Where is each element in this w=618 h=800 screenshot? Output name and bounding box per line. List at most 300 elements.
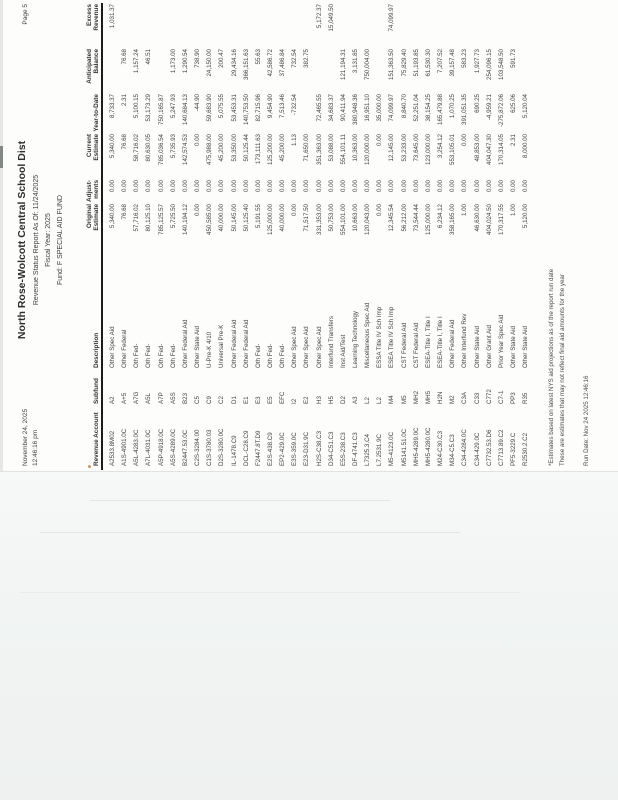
row-14-adj: 0.00 (266, 180, 274, 193)
row-31-curr: 48,853.00 (473, 134, 481, 162)
row-12-ytd: 140,753.50 (242, 94, 250, 125)
row-35-acct: R2530.2.C2 (522, 432, 530, 466)
row-34-sub: PP3 (509, 392, 517, 404)
row-32-acct: C7732.53.D6 (485, 429, 493, 466)
row-27-adj: 0.00 (424, 180, 432, 193)
row-35-adj: 0.00 (522, 180, 530, 193)
row-5-curr: 785,036.54 (157, 134, 165, 165)
col-header-current-estimate: Current Estimate (86, 134, 100, 161)
row-28-orig: 6,234.12 (437, 204, 445, 229)
col-header-adjustments: Adjust- ments (86, 180, 100, 203)
row-24-curr: 12,145.00 (388, 134, 396, 162)
row-17-adj: 0.00 (303, 180, 311, 193)
row-3-sub: A7G (133, 391, 141, 404)
row-12-adj: 0.00 (242, 180, 250, 193)
row-9-bal: 24,150.00 (206, 49, 214, 77)
row-16-bal: 732.54 (291, 49, 299, 68)
row-10-orig: 40,000.00 (218, 204, 226, 232)
row-5-ytd: 750,165.87 (157, 94, 165, 125)
row-24-adj: 0.00 (388, 180, 396, 193)
row-15-acct: EP2-429.0C (279, 432, 287, 466)
row-29-desc: Other Federal Aid (449, 319, 457, 368)
row-16-orig: 0.00 (291, 204, 299, 217)
row-2-curr: 76.68 (121, 134, 129, 150)
row-26-orig: 73,544.44 (412, 204, 420, 232)
row-29-adj: 0.00 (449, 180, 457, 193)
scan-streak (40, 532, 460, 533)
row-32-ytd: -4,959.21 (485, 94, 493, 121)
row-4-orig: 80,125.10 (145, 204, 153, 232)
row-21-orig: 10,663.00 (352, 204, 359, 232)
row-8-ytd: -44.90 (194, 94, 202, 112)
row-26-adj: 0.00 (412, 180, 420, 193)
row-25-ytd: 8,840.70 (400, 94, 408, 119)
row-12-curr: 50,125.44 (242, 134, 250, 162)
row-21-desc: Learning Technology (352, 311, 359, 368)
row-34-acct: PF5-3229.C (509, 432, 517, 466)
row-19-excess: 15,049.50 (327, 4, 335, 32)
row-26-acct: MH5-4289.0C (412, 427, 420, 466)
col-header-subfund: Subfund (93, 378, 100, 404)
row-22-desc: Miscellaneous Spec Aid (364, 302, 372, 368)
row-20-curr: 554,101.11 (339, 134, 347, 165)
row-5-acct: A5P-4918.0C (157, 428, 165, 466)
row-28-desc: ESEA-Title I, Title I (437, 316, 445, 368)
row-24-ytd: 74,099.97 (388, 94, 396, 122)
row-12-bal: 366,151.63 (242, 49, 250, 80)
row-2-adj: 0.00 (121, 180, 129, 193)
row-32-adj: 0.00 (485, 180, 493, 193)
row-16-curr: 1.13 (291, 134, 299, 147)
row-13-ytd: 82,715.96 (254, 94, 262, 122)
row-8-sub: C5 (194, 396, 202, 404)
row-21-bal: 3,131.85 (352, 49, 359, 74)
row-32-desc: Other Grant Aid (485, 325, 493, 368)
row-10-sub: C2 (218, 396, 226, 404)
col-header-year-to-date: Year-to-Date (93, 94, 100, 132)
row-4-bal: 46.51 (145, 49, 153, 65)
row-33-desc: Prior Year Spec Aid (497, 314, 505, 368)
row-23-desc: ESSA Title IV Sch Imp (376, 306, 384, 368)
row-11-orig: 50,145.00 (230, 204, 238, 232)
row-30-orig: 1.00 (461, 204, 469, 217)
row-10-acct: D2S-3280.0C (218, 428, 226, 466)
row-19-acct: D34-C51.C3 (327, 431, 335, 466)
row-10-adj: 0.00 (218, 180, 226, 193)
row-9-desc: U-Pre-K 4/10 (206, 331, 214, 368)
row-32-sub: C772 (485, 389, 493, 404)
row-14-desc: Oth Fed- (266, 343, 274, 368)
row-31-bal: 1,927.73 (473, 49, 481, 74)
row-8-adj: 0.00 (194, 180, 202, 193)
row-33-adj: 0.00 (497, 180, 505, 193)
row-27-curr: 123,000.00 (424, 134, 432, 165)
row-9-adj: 0.00 (206, 180, 214, 193)
row-8-desc: Other State Aid (194, 326, 202, 368)
row-9-curr: 475,988.00 (206, 134, 214, 165)
row-34-curr: 2.31 (509, 134, 517, 147)
row-18-desc: Other Spec Aid (315, 326, 323, 368)
row-26-ytd: 52,251.04 (412, 94, 420, 122)
fiscal-year-line: Fiscal Year: 2025 (45, 213, 52, 267)
row-24-bal: 151,363.50 (388, 49, 396, 80)
row-2-ytd: 2.31 (121, 94, 129, 107)
row-20-desc: Inst Aid/Test (339, 334, 347, 368)
row-16-acct: E3S-359.0C (291, 432, 299, 466)
row-33-sub: C7-1 (497, 390, 505, 404)
row-6-bal: 1,173.00 (169, 49, 177, 74)
row-23-sub: L2 (376, 397, 384, 404)
row-19-desc: Interfund Transfers (327, 316, 335, 368)
row-19-orig: 50,753.00 (327, 204, 335, 232)
row-32-curr: 404,047.30 (485, 134, 493, 165)
row-1-excess: 1,031.37 (109, 4, 116, 29)
row-29-ytd: 1,070.25 (449, 94, 457, 119)
row-30-curr: 0.00 (461, 134, 469, 147)
row-12-orig: 50,125.40 (242, 204, 250, 232)
row-20-orig: 554,101.00 (339, 204, 347, 235)
row-25-curr: 53,233.00 (400, 134, 408, 162)
row-18-excess: 5,172.37 (315, 4, 323, 29)
row-31-ytd: 690.25 (473, 94, 481, 113)
row-1-acct: A2533.8M02 (109, 430, 116, 466)
row-33-ytd: -275,872.06 (497, 94, 505, 128)
row-11-desc: Other Federal Aid (230, 319, 238, 368)
row-10-curr: 45,200.00 (218, 134, 226, 162)
row-35-ytd: 5,120.04 (522, 94, 530, 119)
row-3-desc: Oth Fed- (133, 343, 141, 368)
row-8-bal: 738.90 (194, 49, 202, 68)
row-17-sub: E2 (303, 396, 311, 404)
row-13-sub: E3 (254, 396, 262, 404)
report-subtitle: Revenue Status Report As Of: 11/24/2025 (33, 174, 40, 306)
row-13-acct: F2447.8T.D9 (254, 430, 262, 466)
col-header-original-estimate: Original Estimate (86, 204, 100, 231)
row-28-curr: 3,254.12 (437, 134, 445, 159)
row-25-acct: M5141.51.0C (400, 428, 408, 466)
row-2-sub: A+5 (121, 392, 129, 404)
row-7-curr: 142,574.53 (181, 134, 189, 165)
row-33-bal: 103,548.50 (497, 49, 505, 80)
row-3-curr: 58,716.02 (133, 134, 141, 162)
row-21-curr: 10,363.00 (352, 134, 359, 162)
row-32-bal: 254,096.15 (485, 49, 493, 80)
row-35-desc: Other State Aid (522, 326, 530, 368)
row-18-acct: H2S-C38.C3 (315, 430, 323, 466)
row-5-orig: 785,125.57 (157, 204, 165, 235)
row-35-orig: 5,120.00 (522, 204, 530, 229)
row-31-adj: 0.00 (473, 180, 481, 193)
row-1-ytd: 8,733.37 (109, 94, 116, 119)
row-9-sub: C9 (206, 396, 214, 404)
row-34-bal: 591.73 (509, 49, 517, 68)
row-15-ytd: 7,513.46 (279, 94, 287, 119)
row-21-adj: 0.00 (352, 180, 359, 193)
row-35-sub: R35 (522, 392, 530, 404)
row-29-sub: M2 (449, 395, 457, 404)
row-7-orig: 140,194.12 (181, 204, 189, 235)
row-7-bal: 1,290.54 (181, 49, 189, 74)
row-11-sub: D1 (230, 396, 238, 404)
row-3-acct: A5L-4283.0C (133, 429, 141, 466)
fund-line: Fund: F SPECIAL AID FUND (57, 195, 64, 285)
row-5-sub: A7P (157, 392, 165, 404)
row-14-curr: 125,200.00 (266, 134, 274, 165)
row-16-sub: I2 (291, 398, 299, 404)
row-31-desc: Other State Aid (473, 326, 481, 368)
row-18-adj: 0.00 (315, 180, 323, 193)
print-time: 12:46:16 pm (32, 429, 39, 466)
row-26-sub: MH2 (412, 390, 420, 404)
row-4-ytd: 53,173.29 (145, 94, 153, 122)
row-17-orig: 71,517.50 (303, 204, 311, 232)
row-15-curr: 45,200.00 (279, 134, 287, 162)
row-20-sub: D2 (339, 396, 347, 404)
row-6-adj: 0.00 (169, 180, 177, 193)
report-title: North Rose-Wolcott Central School Dist (16, 140, 28, 340)
row-19-ytd: 34,683.37 (327, 94, 335, 122)
row-6-acct: A5S-4289.0C (169, 428, 177, 466)
row-33-curr: 170,314.05 (497, 134, 505, 165)
row-15-bal: 37,486.84 (279, 49, 287, 77)
row-13-bal: 55.63 (254, 49, 262, 65)
row-17-desc: Other Spec Aid (303, 326, 311, 368)
row-28-ytd: 165,479.88 (437, 94, 445, 125)
row-22-curr: 120,000.00 (364, 134, 372, 165)
row-4-desc: Oth Fed- (145, 343, 153, 368)
row-14-sub: E5 (266, 396, 274, 404)
row-34-desc: Other State Aid (509, 326, 517, 368)
row-15-orig: 40,000.00 (279, 204, 287, 232)
row-34-adj: 0.00 (509, 180, 517, 193)
row-22-ytd: 16,951.10 (364, 94, 372, 122)
row-24-excess: 74,099.97 (388, 4, 396, 32)
row-2-desc: Other Federal (121, 329, 129, 368)
row-11-ytd: 53,453.31 (230, 94, 238, 122)
row-16-desc: Other Spec Aid (291, 326, 299, 368)
row-18-curr: 351,363.00 (315, 134, 323, 165)
row-14-bal: 42,586.72 (266, 49, 274, 77)
row-4-sub: A5L (145, 392, 153, 404)
col-header-description: Description (93, 332, 100, 368)
row-12-sub: E1 (242, 396, 250, 404)
row-25-bal: 75,829.40 (400, 49, 408, 77)
row-12-desc: Other Federal Aid (242, 319, 250, 368)
row-3-ytd: 5,100.15 (133, 94, 141, 119)
row-22-bal: 750,004.00 (364, 49, 372, 80)
row-27-orig: 125,000.00 (424, 204, 432, 235)
row-8-acct: C2S-3284.00 (194, 429, 202, 466)
row-23-orig: 0.00 (376, 204, 384, 217)
row-26-curr: 73,645.00 (412, 134, 420, 162)
row-19-sub: H5 (327, 396, 335, 404)
row-23-adj: 0.00 (376, 180, 384, 193)
row-25-desc: CST Federal Aid (400, 322, 408, 368)
row-12-acct: DCL-C28.C9 (242, 430, 250, 466)
row-24-desc: ESEA Title IV Sch Imp (388, 306, 396, 368)
row-7-desc: Other Federal Aid (181, 319, 189, 368)
row-9-orig: 450,585.00 (206, 204, 214, 235)
row-26-bal: 51,193.85 (412, 49, 420, 77)
scan-streak (90, 500, 390, 501)
row-23-acct: L7.2531.9C (376, 434, 384, 466)
row-16-ytd: -732.54 (291, 94, 299, 115)
row-25-sub: M5 (400, 395, 408, 404)
row-6-sub: A5S (169, 392, 177, 404)
row-24-orig: 12,345.54 (388, 204, 396, 232)
row-20-adj: 0.00 (339, 180, 347, 193)
header-underline (101, 3, 103, 470)
row-22-adj: 0.00 (364, 180, 372, 193)
row-14-acct: E2S-438.C9 (266, 432, 274, 466)
row-27-bal: 61,530.30 (424, 49, 432, 77)
row-11-adj: 0.00 (230, 180, 238, 193)
row-33-acct: C7713.89.C2 (497, 429, 505, 466)
row-1-curr: 5,340.00 (109, 134, 116, 159)
row-2-bal: 76.68 (121, 49, 129, 65)
row-20-acct: E5S-238.C3 (339, 432, 347, 466)
row-25-adj: 0.00 (400, 180, 408, 193)
row-29-bal: 39,157.48 (449, 49, 457, 77)
row-25-orig: 56,212.00 (400, 204, 408, 232)
row-22-orig: 120,043.00 (364, 204, 372, 235)
row-10-bal: 200.47 (218, 49, 226, 68)
row-4-adj: 0.00 (145, 180, 153, 193)
row-1-adj: 0.00 (109, 180, 116, 193)
row-18-sub: H3 (315, 396, 323, 404)
row-27-acct: MH5-4280.0C (424, 427, 432, 466)
row-18-orig: 331,353.00 (315, 204, 323, 235)
row-34-orig: 1.00 (509, 204, 517, 217)
row-20-bal: 121,194.31 (339, 49, 347, 80)
row-30-ytd: 391,051.35 (461, 94, 469, 125)
row-27-ytd: 38,154.25 (424, 94, 432, 122)
row-23-ytd: 35,000.00 (376, 94, 384, 122)
row-30-bal: 583.23 (461, 49, 469, 68)
row-13-curr: 173,111.63 (254, 134, 262, 165)
row-21-acct: DF-4741.C3 (352, 432, 359, 466)
row-32-orig: 404,024.50 (485, 204, 493, 235)
row-29-orig: 358,165.00 (449, 204, 457, 235)
row-26-desc: CST Federal Aid (412, 322, 420, 368)
row-27-desc: ESEA-Title I, Title I (424, 316, 432, 368)
row-11-acct: IL-1478.C9 (230, 435, 238, 466)
row-1-desc: Other Spec Aid (109, 326, 116, 368)
row-1-orig: 5,340.00 (109, 204, 116, 229)
row-20-ytd: 90,411.94 (339, 94, 347, 122)
col-header-anticipated-balance: Anticipated Balance (86, 49, 100, 84)
row-9-acct: C1S-3780.03 (206, 429, 214, 466)
row-5-adj: 0.00 (157, 180, 165, 193)
footnote-2: These are estimates that may not reflect final aid amounts for the year (559, 274, 566, 466)
row-21-sub: A3 (352, 396, 359, 404)
row-21-ytd: 380,948.36 (352, 94, 359, 125)
row-3-bal: 1,157.24 (133, 49, 141, 74)
page-number: Page 5 (22, 4, 29, 25)
row-6-ytd: 5,247.93 (169, 94, 177, 119)
row-7-adj: 0.00 (181, 180, 189, 193)
row-7-sub: B23 (181, 392, 189, 404)
footnote-1: *Estimates based on latest NYS aid projections as of the report run date (548, 268, 555, 466)
row-10-desc: Universal Pre-K (218, 324, 226, 368)
row-15-sub: EFC (279, 391, 287, 404)
row-9-ytd: 59,683.90 (206, 94, 214, 122)
row-19-adj: 0.00 (327, 180, 335, 193)
row-22-acct: L7325.3.C4 (364, 434, 372, 466)
row-31-orig: 46,630.00 (473, 204, 481, 232)
row-8-orig: 0.00 (194, 204, 202, 217)
row-11-curr: 53,350.00 (230, 134, 238, 162)
row-30-acct: C34-4284.0C (461, 429, 469, 466)
row-17-curr: 71,650.00 (303, 134, 311, 162)
row-28-sub: H2N (437, 391, 445, 404)
row-30-desc: Other Interfund Rev (461, 313, 469, 368)
row-15-adj: 0.00 (279, 180, 287, 193)
row-6-orig: 5,725.50 (169, 204, 177, 229)
row-3-orig: 57,716.02 (133, 204, 141, 232)
row-24-sub: M4 (388, 395, 396, 404)
row-14-ytd: 9,454.90 (266, 94, 274, 119)
row-17-acct: E23-D31.9C (303, 431, 311, 466)
row-17-bal: 382.75 (303, 49, 311, 68)
scanner-background (0, 472, 618, 800)
row-33-orig: 170,317.55 (497, 204, 505, 235)
row-31-sub: C33 (473, 392, 481, 404)
row-18-ytd: 72,465.55 (315, 94, 323, 122)
row-6-curr: 5,735.93 (169, 134, 177, 159)
row-14-orig: 125,000.00 (266, 204, 274, 235)
row-13-adj: 0.00 (254, 180, 262, 193)
row-4-curr: 80,630.05 (145, 134, 153, 162)
row-8-curr: 0.00 (194, 134, 202, 147)
row-5-desc: Oth Fed- (157, 343, 165, 368)
row-2-orig: 76.68 (121, 204, 129, 220)
col-header-revenue-account: Revenue Account (93, 412, 100, 466)
row-11-bal: 29,434.16 (230, 49, 238, 77)
row-28-acct: M24-C30.C3 (437, 430, 445, 466)
row-2-acct: A1S-4901.0C (121, 428, 129, 466)
row-28-adj: 0.00 (437, 180, 445, 193)
row-30-sub: C3A (461, 391, 469, 404)
row-16-adj: 0.00 (291, 180, 299, 193)
row-23-curr: 0.00 (376, 134, 384, 147)
row-34-ytd: 625.06 (509, 94, 517, 113)
row-31-acct: C34-429.0C (473, 432, 481, 466)
row-22-sub: L2 (364, 397, 372, 404)
row-1-sub: A2 (109, 396, 116, 404)
row-15-desc: Oth Fed- (279, 343, 287, 368)
row-29-curr: 553,105.01 (449, 134, 457, 165)
print-date: November 24, 2025 (22, 408, 29, 466)
row-24-acct: M5-4123.0C (388, 431, 396, 466)
row-4-acct: A7L-4031.0C (145, 429, 153, 466)
row-29-acct: M34-C5.C3 (449, 434, 457, 466)
row-35-curr: 8,000.00 (522, 134, 530, 159)
row-3-adj: 0.00 (133, 180, 141, 193)
run-date-line: Run Date: Nov 24 2025 12:46:16 (583, 375, 590, 466)
row-13-orig: 5,191.55 (254, 204, 262, 229)
row-7-ytd: 140,684.13 (181, 94, 189, 125)
row-10-ytd: 5,075.55 (218, 94, 226, 119)
row-27-sub: MH5 (424, 390, 432, 404)
row-6-desc: Oth Fed- (169, 343, 177, 368)
row-7-acct: B2447.53.0C (181, 429, 189, 466)
scan-streak (20, 592, 520, 593)
row-19-curr: 53,088.00 (327, 134, 335, 162)
row-30-adj: 0.00 (461, 180, 469, 193)
row-28-bal: 7,207.52 (437, 49, 445, 74)
col-header-excess-revenue: Excess Revenue (86, 4, 100, 31)
